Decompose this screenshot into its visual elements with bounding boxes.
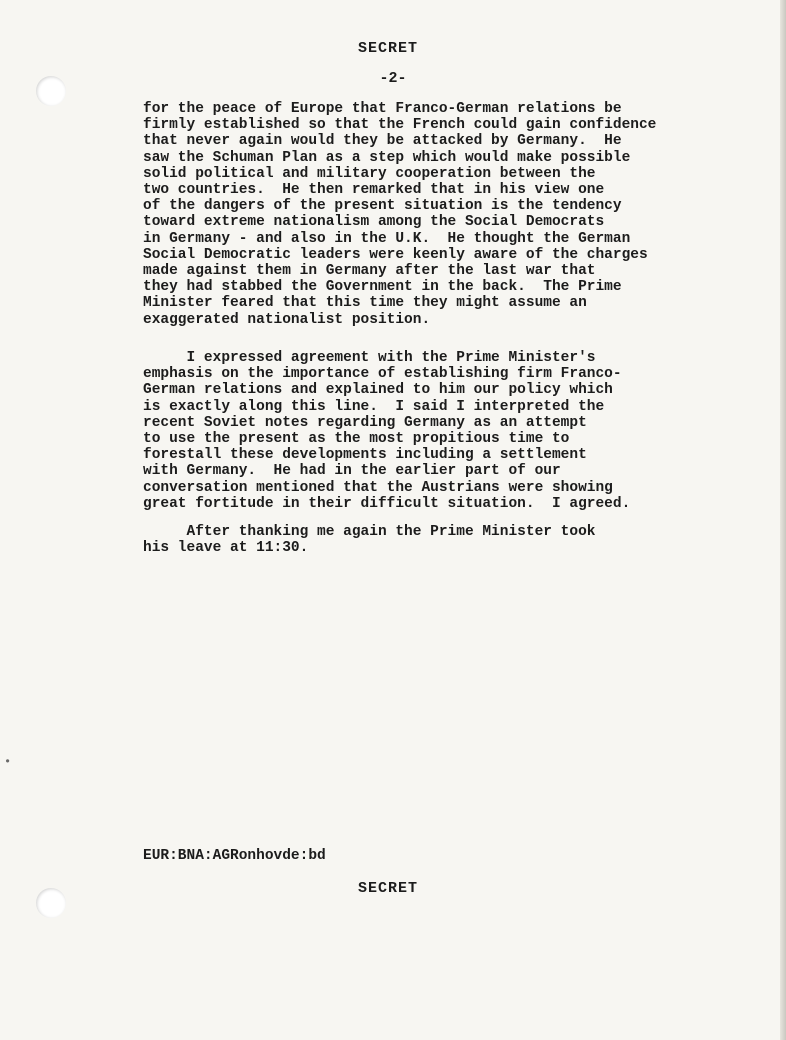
footer-classification-stamp	[0, 880, 786, 897]
margin-speck: •	[4, 755, 12, 769]
header-classification-text: SECRET	[357, 40, 418, 57]
body-paragraph-3: After thanking me again the Prime Minister took his leave at 11:30.	[143, 524, 596, 557]
footer-classification-text: SECRET	[357, 880, 418, 897]
body-paragraph-2: I expressed agreement with the Prime Minister's emphasis on the importance of establishing firm Franco- German relations and explained to him our policy which is exactly along this line. I said I interpreted the recent Soviet notes regarding Germany as an attempt to use the present as the most propitious time to forestall these developments including a settlement with Germany. He had in the earlier part of our conversation mentioned that the Austrians were showing great fortitude in their difficult situation. I agreed.	[143, 350, 631, 512]
page-number: -2-	[379, 70, 407, 87]
header-classification-stamp	[0, 40, 786, 57]
body-paragraph-1: for the peace of Europe that Franco-German relations be firmly established so that the French could gain confidence that never again would they be attacked by Germany. He saw the Schuman Plan as a step which would make possible solid political and military cooperation between the two countries. He then remarked that in his view one of the dangers of the present situation is the tendency toward extreme nationalism among the Social Democrats in Germany - and also in the U.K. He thought the German Social Democratic leaders were keenly aware of the charges made against them in Germany after the last war that they had stabbed the Government in the back. The Prime Minister feared that this time they might assume an exaggerated nationalist position.	[143, 101, 657, 328]
reference-line: EUR:BNA:AGRonhovde:bd	[143, 848, 326, 864]
